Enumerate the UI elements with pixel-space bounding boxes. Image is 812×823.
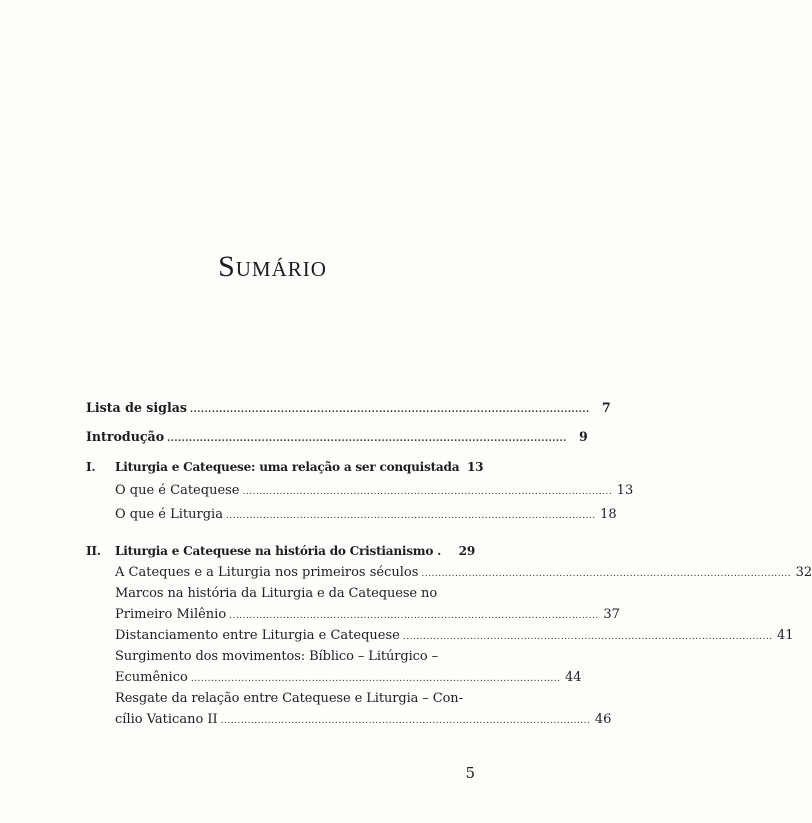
toc-entry-label: Introdução bbox=[86, 429, 165, 444]
toc-subentry-line2[interactable] bbox=[115, 709, 612, 731]
toc-entry-label: Lista de siglas bbox=[86, 400, 188, 415]
toc-chapter-1[interactable] bbox=[86, 456, 484, 478]
toc-subentry[interactable] bbox=[115, 504, 617, 526]
page-number: 32 bbox=[795, 565, 812, 580]
toc-subentry-line2[interactable] bbox=[115, 604, 620, 626]
toc-entry-label: Distanciamento entre Liturgia e Catequese bbox=[115, 628, 400, 643]
toc-subentry[interactable] bbox=[115, 625, 794, 647]
dot-leader: .............................................................................................................. bbox=[225, 511, 596, 521]
dot-leader: .............................................................................................................. bbox=[402, 632, 773, 642]
page-number: 13 bbox=[616, 483, 634, 498]
dot-leader: .............................................................................................................. bbox=[242, 487, 613, 497]
toc-entry-label-continued: Ecumênico bbox=[115, 670, 188, 685]
page-number: 13 bbox=[466, 460, 484, 474]
chapter-number: II. bbox=[86, 544, 101, 558]
chapter-title: Liturgia e Catequese: uma relação a ser conquistada bbox=[115, 460, 460, 474]
page-number: 29 bbox=[458, 544, 475, 558]
toc-entry-label: Resgate da relação entre Catequese e Liturgia – Con- bbox=[115, 691, 463, 706]
dot-leader: .............................................................................................................. bbox=[229, 611, 599, 621]
dot-leader: .............................................................................................................. bbox=[220, 716, 591, 726]
toc-entry-lista-de-siglas[interactable] bbox=[86, 397, 611, 419]
toc-entry-label: Marcos na história da Liturgia e da Catequese no bbox=[115, 586, 438, 601]
toc-entry-label: O que é Catequese bbox=[115, 483, 240, 498]
toc-subentry[interactable] bbox=[115, 562, 812, 584]
toc-entry-label: A Cateques e a Liturgia nos primeiros séculos bbox=[115, 565, 419, 580]
toc-subentry[interactable] bbox=[115, 480, 634, 502]
page-number: 7 bbox=[601, 400, 611, 415]
toc-entry-label-continued: Primeiro Milênio bbox=[115, 607, 227, 622]
toc-subentry-line2[interactable] bbox=[115, 667, 582, 689]
chapter-title: Liturgia e Catequese na história do Cristianismo . bbox=[115, 544, 442, 558]
page-number: 9 bbox=[579, 429, 588, 444]
toc-subentry-line1[interactable] bbox=[115, 583, 475, 605]
page-number: 44 bbox=[564, 670, 582, 685]
page-number: 41 bbox=[777, 628, 794, 643]
toc-entry-label: Surgimento dos movimentos: Bíblico – Litúrgico – bbox=[115, 649, 439, 664]
dot-leader: .............................................................................................................. bbox=[421, 569, 792, 579]
toc-entry-label-continued: cílio Vaticano II bbox=[115, 712, 218, 727]
page-title: Sumário bbox=[218, 250, 327, 283]
dot-leader: .............................................................................................................. bbox=[167, 434, 567, 444]
page-folio-number: 5 bbox=[465, 764, 475, 782]
dot-leader: .............................................................................................................. bbox=[190, 674, 561, 684]
toc-subentry-line1[interactable] bbox=[115, 646, 475, 668]
toc-chapter-2[interactable] bbox=[86, 540, 475, 562]
page-number: 46 bbox=[594, 712, 612, 727]
toc-entry-label: O que é Liturgia bbox=[115, 507, 223, 522]
toc-subentry-line1[interactable] bbox=[115, 688, 475, 710]
chapter-number: I. bbox=[86, 460, 96, 474]
toc-entry-introducao[interactable] bbox=[86, 426, 588, 448]
page-number: 37 bbox=[603, 607, 620, 622]
dot-leader: .............................................................................................................. bbox=[190, 405, 590, 415]
page-number: 18 bbox=[600, 507, 617, 522]
